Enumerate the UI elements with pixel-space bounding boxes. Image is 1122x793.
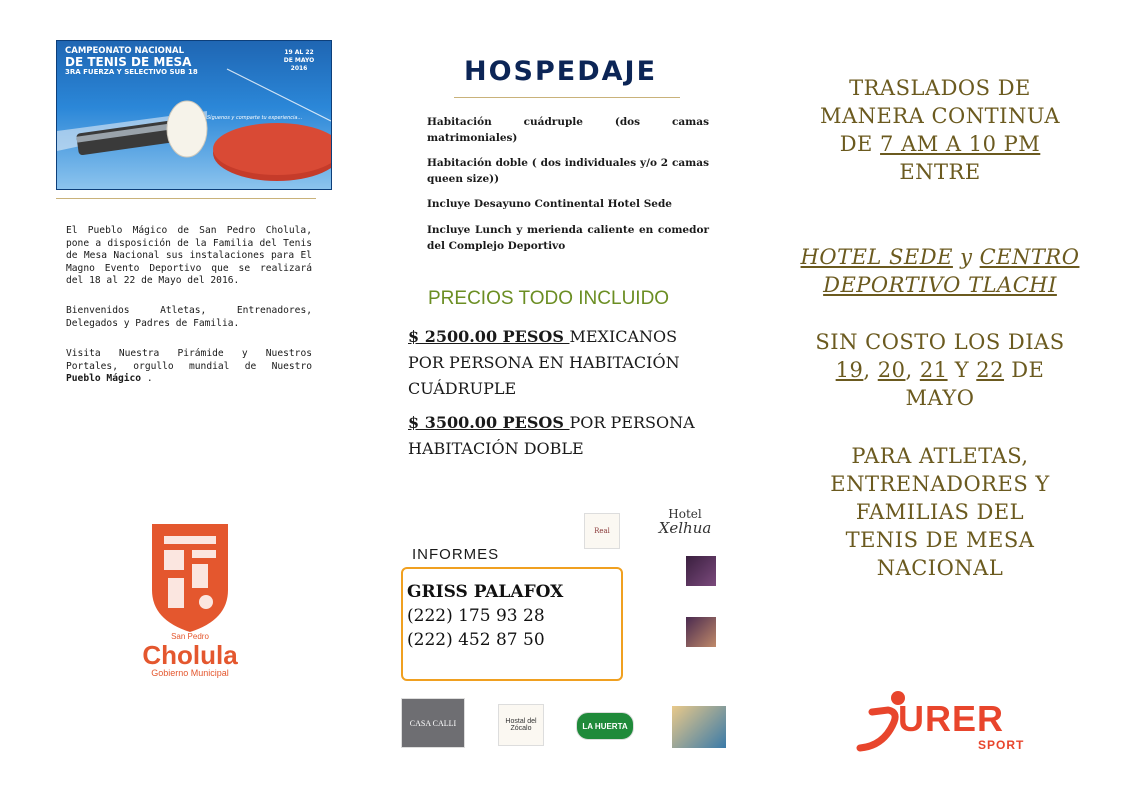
banner-line1: CAMPEONATO NACIONAL	[65, 46, 184, 56]
cholula-logo-top: San Pedro	[171, 632, 209, 641]
hotel-xelhua-line1: Hotel	[668, 507, 702, 521]
urer-sub: SPORT	[978, 738, 1025, 752]
deportivo-tlachi-text: DEPORTIVO TLACHI	[823, 273, 1057, 297]
partner-thumb-2	[686, 617, 716, 647]
hotel-xelhua-logo	[654, 508, 716, 544]
price-item	[408, 410, 718, 462]
banner-line2: DE TENIS DE MESA	[65, 54, 192, 69]
price-description: POR PERSONA HABITACIÓN DOBLE	[408, 413, 695, 458]
urer-sport-logo	[854, 684, 1034, 764]
welcome-paragraph: Bienvenidos Atletas, Entrenadores, Delegados y Padres de Familia.	[66, 305, 312, 329]
audience	[790, 442, 1090, 582]
locations-line	[790, 271, 1090, 299]
free-days-de: DE	[1004, 358, 1045, 382]
free-days-line: 19, 20, 21 Y 22 DE	[835, 358, 1045, 382]
transfer-de: DE	[839, 132, 881, 156]
centro-text: CENTRO	[979, 245, 1080, 269]
transfer-line	[790, 130, 1090, 158]
visit-paragraph	[66, 348, 312, 386]
real-hotel-logo: Real	[584, 513, 620, 549]
contact-phone: (222) 452 87 50	[407, 630, 545, 650]
locations-line	[790, 243, 1090, 271]
hospedaje-title: HOSPEDAJE	[464, 56, 658, 87]
day-19: 19	[835, 358, 864, 382]
transfer-line: TRASLADOS DE	[849, 76, 1031, 100]
precios-title: PRECIOS TODO INCLUIDO	[428, 288, 670, 309]
pueblo-magico-text: Pueblo Mágico	[66, 373, 142, 385]
price-amount: $ 2500.00 PESOS	[408, 327, 570, 346]
price-amount: $ 3500.00 PESOS	[408, 413, 570, 432]
urer-name: URER	[898, 698, 1005, 739]
audience-line: PARA ATLETAS,	[851, 444, 1029, 468]
price-item	[408, 324, 718, 402]
audience-line: NACIONAL	[876, 556, 1004, 580]
cholula-logo-name: Cholula	[142, 640, 238, 670]
ping-pong-paddle-illustration	[57, 41, 331, 189]
audience-line: ENTRENADORES Y	[830, 472, 1050, 496]
transfer-hours: 7 AM A 10 PM	[880, 132, 1041, 156]
contact-phone: (222) 175 93 28	[407, 606, 545, 626]
partner-thumb-3	[672, 706, 726, 748]
free-days-and: Y	[947, 358, 977, 382]
partner-thumb-1	[686, 556, 716, 586]
casa-calli-logo: CASA CALLI	[401, 698, 465, 748]
transfer-schedule	[790, 74, 1090, 186]
cholula-logo	[140, 520, 240, 680]
hostal-zocalo-logo: Hostal del Zócalo	[498, 704, 544, 746]
free-days-line: SIN COSTO LOS DIAS	[815, 330, 1065, 354]
contact-name: GRISS PALAFOX	[407, 582, 564, 602]
price-description: MEXICANOS POR PERSONA EN HABITACIÓN CUÁDRUPLE	[408, 327, 680, 398]
championship-banner	[56, 40, 332, 190]
audience-line: TENIS DE MESA	[845, 528, 1035, 552]
lodging-item: Habitación doble ( dos individuales y/o 2 camas queen size))	[427, 157, 709, 185]
la-huerta-logo: LA HUERTA	[576, 712, 634, 740]
day-20: 20	[877, 358, 906, 382]
lodging-item: Habitación cuádruple (dos camas matrimoniales)	[427, 116, 709, 144]
banner-divider	[56, 198, 316, 199]
locations-and: y	[952, 245, 980, 269]
intro-paragraph: El Pueblo Mágico de San Pedro Cholula, pone a disposición de la Familia del Tenis de Mesa Nacional sus instalaciones para El Magno Evento Deportivo que se realizará del 18 al 22 de Mayo del 2016.	[66, 225, 312, 287]
lodging-item: Incluye Lunch y merienda caliente en comedor del Complejo Deportivo	[427, 224, 709, 252]
day-21: 21	[919, 358, 948, 382]
visit-text: Visita Nuestra Pirámide y Nuestros Portales, orgullo mundial de Nuestro	[66, 348, 312, 372]
banner-date-line2: DE MAYO 2016	[283, 56, 315, 72]
day-22: 22	[976, 358, 1005, 382]
transfer-line: ENTRE	[899, 160, 981, 184]
banner-date-line1: 19 AL 22	[284, 49, 314, 56]
hotel-sede-link-text: HOTEL SEDE	[800, 245, 953, 269]
transfer-line: MANERA CONTINUA	[819, 104, 1061, 128]
cholula-logo-sub: Gobierno Municipal	[151, 668, 229, 678]
audience-line: FAMILIAS DEL	[855, 500, 1025, 524]
lodging-item: Incluye Desayuno Continental Hotel Sede	[427, 198, 672, 210]
visit-end: .	[141, 373, 153, 385]
banner-line3: 3RA FUERZA Y SELECTIVO SUB 18	[65, 67, 198, 76]
hospedaje-divider	[454, 97, 680, 98]
transfer-locations	[790, 243, 1090, 299]
free-days-line: MAYO	[905, 386, 975, 410]
free-days	[790, 328, 1090, 412]
informes-title: INFORMES	[412, 546, 500, 563]
banner-tagline: Síguenos y comparte tu experiencia...	[207, 115, 303, 121]
hotel-xelhua-line2: Xelhua	[658, 519, 712, 537]
